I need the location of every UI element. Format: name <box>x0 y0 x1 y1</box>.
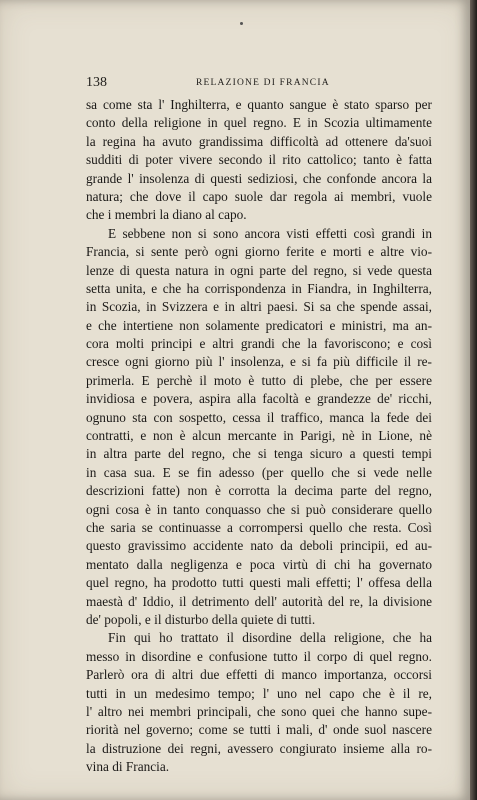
text-line: descrizioni fatte) non è corrotta la decima parte del regno, <box>86 483 432 499</box>
text-line: in altra parte del regno, che si tenga sicuro a questi tempi <box>86 446 432 462</box>
text-line: natura; che dove il capo suole dar regola ai membri, vuole <box>86 188 432 204</box>
text-line: lenze di questa natura in ogni parte del regno, si vede questa <box>86 262 432 278</box>
text-line: mentato dalla negligenza e poca virtù di chi ha governato <box>86 556 432 572</box>
text-line: che i membri la diano al capo. <box>86 207 247 223</box>
text-line: che saria se continuasse a corrompersi quello che resta. Così <box>86 519 432 535</box>
text-line: E sebbene non si sono ancora visti effetti così grandi in <box>108 225 432 241</box>
text-line: vina di Francia. <box>86 759 170 775</box>
running-head: RELAZIONE DI FRANCIA <box>196 78 330 88</box>
paragraph <box>86 96 432 225</box>
body-text <box>86 96 432 776</box>
text-line: cresce ogni giorno più l' insolenza, e si fa più difficile il re- <box>86 354 432 370</box>
text-line: ognuno sta con sospetto, cessa il traffico, manca la fede dei <box>86 409 432 425</box>
book-page-edge <box>470 0 477 800</box>
text-line: in Scozia, in Svizzera e in altri paesi. Si sa che spende assai, <box>86 299 432 315</box>
paragraph <box>86 629 432 776</box>
text-line: e che intertiene non solamente predicatori e ministri, ma an- <box>86 317 432 333</box>
text-line: riorità nel governo; come se tutti i mali, d' onde suol nascere <box>86 722 432 738</box>
text-line: questo gravissimo accidente nato da deboli principii, ed au- <box>86 538 432 554</box>
text-line: grande l' insolenza di questi sediziosi, che confonde ancora la <box>86 170 432 186</box>
text-line: quel regno, ha prodotto tutti questi mali effetti; l' offesa della <box>86 575 432 591</box>
text-line: in casa sua. E se fin adesso (per quello che si vede nelle <box>86 464 432 480</box>
text-line: Fin qui ho trattato il disordine della religione, che ha <box>108 630 432 646</box>
text-line: cora molti principi e altri grandi che la favoriscono; e così <box>86 336 432 352</box>
text-line: la distruzione dei regni, avessero congiurato insieme alla ro- <box>86 740 432 756</box>
text-line: invidiosa e povera, aspira alla facoltà e grandezze de' ricchi, <box>86 391 432 407</box>
text-line: l' altro nei membri principali, che sono quei che hanno supe- <box>86 703 432 719</box>
page-header <box>86 74 432 92</box>
paragraph <box>86 225 432 630</box>
text-line: contratti, e non è alcun mercante in Parigi, nè in Lione, nè <box>86 428 432 444</box>
text-line: de' popoli, e il disturbo della quiete di tutti. <box>86 611 316 627</box>
text-line: sa come sta l' Inghilterra, e quanto sangue è stato sparso per <box>86 97 432 112</box>
text-line: Francia, si sente però ogni giorno ferite e morti e altre vio- <box>86 244 432 260</box>
text-line: ogni cosa è in tanto conquasso che si può considerare quello <box>86 501 432 517</box>
text-line: tutti in un medesimo tempo; l' uno nel capo che è il re, <box>86 685 432 701</box>
text-line: primerla. E perchè il moto è tutto di plebe, che per essere <box>86 372 432 388</box>
text-line: la regina ha avuto grandissima difficoltà ad ottenere da'suoi <box>86 133 432 149</box>
text-line: setta unita, e che ha corrispondenza in Fiandra, in Inghilterra, <box>86 280 432 296</box>
page-number: 138 <box>86 75 107 90</box>
text-line: conto della religione in quel regno. E in Scozia ultimamente <box>86 115 432 131</box>
text-line: messo in disordine e confusione tutto il corpo di quel regno. <box>86 648 432 664</box>
page-mark <box>240 22 243 25</box>
text-line: sudditi di poter vivere secondo il rito cattolico; tanto è fatta <box>86 152 432 168</box>
text-line: maestà d' Iddio, il detrimento dell' autorità del re, la divisione <box>86 593 432 609</box>
text-line: Parlerò ora di altri due effetti di manco importanza, occorsi <box>86 667 432 683</box>
